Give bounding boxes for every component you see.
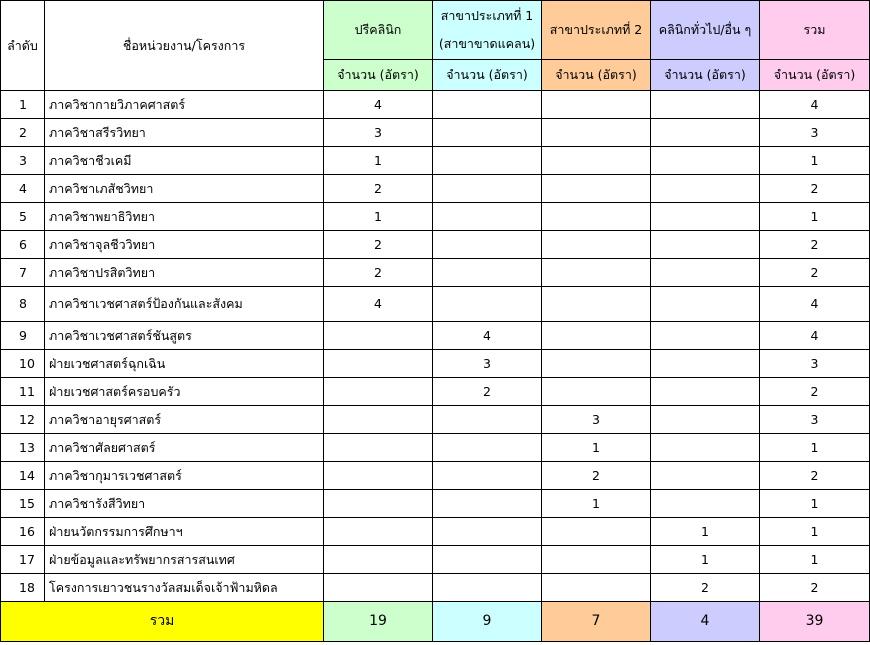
cell-preclinic: 4 <box>324 91 433 119</box>
cell-type2: 3 <box>542 406 651 434</box>
table-row <box>1 546 870 574</box>
table-row <box>1 378 870 406</box>
cell-preclinic <box>324 574 433 602</box>
cell-preclinic <box>324 378 433 406</box>
cell-type2 <box>542 518 651 546</box>
cell-preclinic <box>324 518 433 546</box>
cell-seq: 17 <box>1 546 45 574</box>
cell-type1 <box>433 119 542 147</box>
header-type2: สาขาประเภทที่ 2 <box>542 1 651 60</box>
cell-type2: 1 <box>542 490 651 518</box>
cell-type2 <box>542 287 651 322</box>
cell-type1: 2 <box>433 378 542 406</box>
cell-type2 <box>542 546 651 574</box>
cell-type1 <box>433 518 542 546</box>
cell-preclinic <box>324 434 433 462</box>
cell-unit-name: ภาควิชาอายุรศาสตร์ <box>45 406 324 434</box>
cell-type1 <box>433 490 542 518</box>
cell-unit-name: ภาควิชาปรสิตวิทยา <box>45 259 324 287</box>
totals-type2: 7 <box>542 602 651 642</box>
cell-type2 <box>542 378 651 406</box>
cell-preclinic <box>324 350 433 378</box>
totals-type1: 9 <box>433 602 542 642</box>
cell-total: 1 <box>760 147 870 175</box>
cell-type1: 3 <box>433 350 542 378</box>
cell-unit-name: ฝ่ายเวชศาสตร์ฉุกเฉิน <box>45 350 324 378</box>
cell-preclinic <box>324 322 433 350</box>
cell-seq: 11 <box>1 378 45 406</box>
cell-type2 <box>542 350 651 378</box>
totals-label: รวม <box>1 602 324 642</box>
cell-seq: 14 <box>1 462 45 490</box>
cell-total: 1 <box>760 518 870 546</box>
cell-general <box>651 322 760 350</box>
cell-total: 2 <box>760 175 870 203</box>
table-row <box>1 406 870 434</box>
subheader-total: จำนวน (อัตรา) <box>760 60 870 91</box>
cell-general <box>651 259 760 287</box>
cell-unit-name: โครงการเยาวชนรางวัลสมเด็จเจ้าฟ้ามหิดล <box>45 574 324 602</box>
cell-type1 <box>433 259 542 287</box>
totals-row <box>1 602 870 642</box>
cell-total: 2 <box>760 259 870 287</box>
cell-type1 <box>433 546 542 574</box>
table-row <box>1 350 870 378</box>
table-row <box>1 434 870 462</box>
subheader-general: จำนวน (อัตรา) <box>651 60 760 91</box>
cell-seq: 2 <box>1 119 45 147</box>
cell-type2 <box>542 203 651 231</box>
cell-unit-name: ฝ่ายนวัตกรรมการศึกษาฯ <box>45 518 324 546</box>
cell-preclinic: 2 <box>324 231 433 259</box>
cell-total: 2 <box>760 231 870 259</box>
cell-type2 <box>542 322 651 350</box>
cell-preclinic <box>324 490 433 518</box>
cell-unit-name: ภาควิชาจุลชีววิทยา <box>45 231 324 259</box>
cell-type2 <box>542 147 651 175</box>
table-row <box>1 147 870 175</box>
subheader-type1: จำนวน (อัตรา) <box>433 60 542 91</box>
table-row <box>1 462 870 490</box>
cell-total: 2 <box>760 378 870 406</box>
table-row <box>1 490 870 518</box>
cell-seq: 4 <box>1 175 45 203</box>
cell-preclinic: 2 <box>324 259 433 287</box>
subheader-preclinic: จำนวน (อัตรา) <box>324 60 433 91</box>
cell-preclinic: 4 <box>324 287 433 322</box>
header-general: คลินิกทั่วไป/อื่น ๆ <box>651 1 760 60</box>
cell-general <box>651 490 760 518</box>
cell-total: 3 <box>760 350 870 378</box>
cell-type2 <box>542 119 651 147</box>
cell-general <box>651 350 760 378</box>
cell-general <box>651 119 760 147</box>
subheader-type2: จำนวน (อัตรา) <box>542 60 651 91</box>
cell-seq: 3 <box>1 147 45 175</box>
cell-total: 2 <box>760 574 870 602</box>
cell-general <box>651 378 760 406</box>
cell-type1 <box>433 147 542 175</box>
cell-general <box>651 462 760 490</box>
table-row <box>1 231 870 259</box>
cell-type2 <box>542 175 651 203</box>
cell-type1 <box>433 91 542 119</box>
cell-type1 <box>433 406 542 434</box>
cell-general: 1 <box>651 546 760 574</box>
cell-unit-name: ภาควิชารังสีวิทยา <box>45 490 324 518</box>
cell-seq: 18 <box>1 574 45 602</box>
header-row-1 <box>1 1 870 60</box>
cell-unit-name: ฝ่ายเวชศาสตร์ครอบครัว <box>45 378 324 406</box>
totals-preclinic: 19 <box>324 602 433 642</box>
table-row <box>1 175 870 203</box>
cell-unit-name: ภาควิชาเวชศาสตร์ชันสูตร <box>45 322 324 350</box>
cell-seq: 16 <box>1 518 45 546</box>
cell-general <box>651 434 760 462</box>
header-type1 <box>433 1 542 60</box>
cell-general <box>651 175 760 203</box>
cell-total: 1 <box>760 203 870 231</box>
cell-total: 4 <box>760 322 870 350</box>
cell-type1: 4 <box>433 322 542 350</box>
cell-preclinic <box>324 406 433 434</box>
cell-unit-name: ภาควิชาสรีรวิทยา <box>45 119 324 147</box>
cell-unit-name: ภาควิชาพยาธิวิทยา <box>45 203 324 231</box>
cell-total: 1 <box>760 434 870 462</box>
cell-preclinic <box>324 546 433 574</box>
header-type1-label2: (สาขาขาดแคลน) <box>438 36 536 51</box>
cell-seq: 10 <box>1 350 45 378</box>
cell-preclinic: 2 <box>324 175 433 203</box>
cell-general <box>651 287 760 322</box>
cell-type1 <box>433 203 542 231</box>
cell-unit-name: ภาควิชาเภสัชวิทยา <box>45 175 324 203</box>
cell-seq: 5 <box>1 203 45 231</box>
cell-type1 <box>433 231 542 259</box>
header-name: ชื่อหน่วยงาน/โครงการ <box>45 1 324 91</box>
cell-seq: 13 <box>1 434 45 462</box>
cell-seq: 6 <box>1 231 45 259</box>
cell-preclinic <box>324 462 433 490</box>
cell-total: 3 <box>760 406 870 434</box>
cell-seq: 15 <box>1 490 45 518</box>
cell-unit-name: ฝ่ายข้อมูลและทรัพยากรสารสนเทศ <box>45 546 324 574</box>
totals-total: 39 <box>760 602 870 642</box>
header-seq: ลำดับ <box>1 1 45 91</box>
cell-general <box>651 91 760 119</box>
cell-preclinic: 1 <box>324 203 433 231</box>
header-total: รวม <box>760 1 870 60</box>
cell-seq: 8 <box>1 287 45 322</box>
cell-general <box>651 203 760 231</box>
cell-unit-name: ภาควิชากุมารเวชศาสตร์ <box>45 462 324 490</box>
cell-unit-name: ภาควิชาเวชศาสตร์ป้องกันและสังคม <box>45 287 324 322</box>
cell-type2 <box>542 231 651 259</box>
cell-seq: 12 <box>1 406 45 434</box>
cell-general <box>651 147 760 175</box>
cell-unit-name: ภาควิชาศัลยศาสตร์ <box>45 434 324 462</box>
cell-type1 <box>433 434 542 462</box>
cell-seq: 7 <box>1 259 45 287</box>
cell-type2: 1 <box>542 434 651 462</box>
cell-type2 <box>542 574 651 602</box>
cell-general <box>651 231 760 259</box>
cell-total: 4 <box>760 287 870 322</box>
table-row <box>1 91 870 119</box>
cell-seq: 9 <box>1 322 45 350</box>
cell-total: 2 <box>760 462 870 490</box>
cell-type1 <box>433 287 542 322</box>
cell-general: 2 <box>651 574 760 602</box>
cell-type1 <box>433 175 542 203</box>
table-row <box>1 287 870 322</box>
table-row <box>1 322 870 350</box>
cell-general: 1 <box>651 518 760 546</box>
cell-unit-name: ภาควิชากายวิภาคศาสตร์ <box>45 91 324 119</box>
header-type1-label: สาขาประเภทที่ 1 <box>440 8 534 23</box>
cell-total: 1 <box>760 546 870 574</box>
cell-type1 <box>433 462 542 490</box>
cell-seq: 1 <box>1 91 45 119</box>
cell-general <box>651 406 760 434</box>
cell-preclinic: 3 <box>324 119 433 147</box>
cell-type1 <box>433 574 542 602</box>
table-row <box>1 203 870 231</box>
cell-type2: 2 <box>542 462 651 490</box>
table-row <box>1 119 870 147</box>
totals-general: 4 <box>651 602 760 642</box>
cell-preclinic: 1 <box>324 147 433 175</box>
table-row <box>1 259 870 287</box>
cell-type2 <box>542 259 651 287</box>
cell-type2 <box>542 91 651 119</box>
cell-total: 3 <box>760 119 870 147</box>
cell-total: 4 <box>760 91 870 119</box>
table-row <box>1 574 870 602</box>
cell-unit-name: ภาควิชาชีวเคมี <box>45 147 324 175</box>
header-preclinic: ปรีคลินิก <box>324 1 433 60</box>
table-row <box>1 518 870 546</box>
cell-total: 1 <box>760 490 870 518</box>
